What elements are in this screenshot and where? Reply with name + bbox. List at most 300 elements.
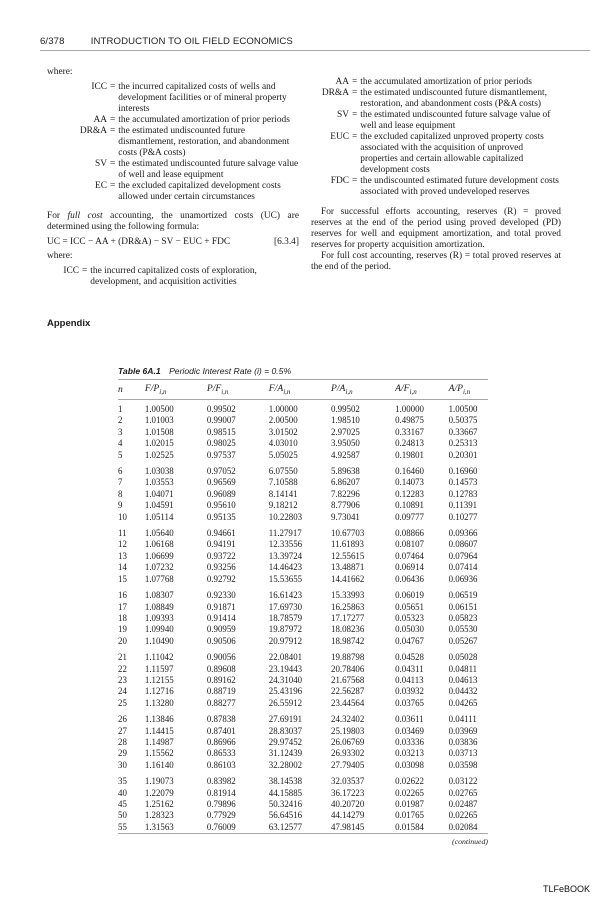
period-cell: 22: [118, 663, 127, 674]
factor-cell: 0.89608: [206, 663, 236, 674]
factor-cell: 0.05651: [395, 601, 424, 612]
factor-cell: 0.90056: [206, 652, 236, 663]
factor-cell: 0.90959: [206, 624, 236, 635]
period-cell: 9: [118, 500, 123, 511]
column-header-main: P/A: [331, 383, 346, 395]
factor-cell: 0.89162: [206, 674, 236, 685]
period-cell: 29: [118, 748, 127, 759]
factor-cell: 31.12439: [268, 748, 303, 759]
factor-cell: 40.20720: [331, 799, 365, 809]
factor-cell: 32.03537: [331, 776, 365, 787]
table-body: [118, 400, 488, 834]
factor-cell: 0.03213: [395, 748, 424, 759]
continued-note: (continued): [452, 837, 488, 847]
table-row: [118, 613, 488, 624]
period-cell: 4: [118, 438, 123, 449]
column-header-main: A/P: [448, 383, 463, 395]
successful-efforts-paragraph: For successful efforts accounting, reserves (R) = proved reserves at the end of the period using proved developed (PD) reserves for well and equipment amortization, and total proved reserves for property acquisition amortization.: [311, 207, 561, 250]
factor-cell: 0.95135: [206, 511, 236, 522]
factor-cell: 6.07550: [268, 466, 298, 477]
column-header-main: n: [118, 384, 123, 395]
table-row: [118, 771, 488, 787]
factor-cell: 0.02265: [448, 810, 478, 821]
definition-term: ICC: [63, 266, 79, 276]
definition-term: DR&A: [321, 88, 349, 98]
factor-cell: 47.98145: [331, 821, 365, 832]
column-header-sub: i,n: [462, 387, 471, 396]
period-cell: 25: [118, 697, 127, 708]
factor-cell: 0.05267: [448, 635, 478, 646]
factor-cell: 1.06168: [144, 539, 174, 550]
factor-cell: 20.97912: [268, 635, 303, 646]
factor-cell: 11.61893: [331, 539, 364, 550]
factor-cell: 0.97537: [206, 449, 236, 460]
period-cell: 50: [118, 810, 127, 821]
definition-term: SV: [337, 110, 349, 120]
factor-cell: 0.05028: [448, 652, 478, 663]
factor-cell: 63.12577: [268, 821, 303, 832]
factor-cell: 0.16460: [395, 466, 424, 477]
period-cell: 14: [118, 562, 127, 573]
factor-cell: 25.19803: [331, 725, 365, 736]
definition-term: FDC: [330, 176, 349, 186]
table-row: [118, 737, 488, 748]
period-cell: 35: [118, 776, 127, 787]
factor-cell: 0.02265: [395, 787, 424, 798]
factor-cell: 0.86103: [206, 759, 236, 770]
definition-aa: [61, 115, 299, 126]
table-row: [118, 562, 488, 573]
factor-cell: 4.03010: [268, 438, 298, 449]
factor-cell: 0.24813: [395, 438, 424, 449]
table-row: [118, 512, 488, 523]
table-row: [118, 799, 488, 810]
table-row: [118, 551, 488, 562]
definition-icc-full-cost: [51, 266, 299, 288]
factor-cell: 0.03765: [395, 697, 424, 708]
factor-cell: 1.12155: [144, 674, 174, 685]
factor-cell: 0.06914: [395, 562, 424, 573]
factor-cell: 1.07232: [144, 562, 174, 573]
factor-cell: 0.33167: [395, 426, 424, 437]
definition-ec: [61, 181, 299, 203]
period-cell: 10: [118, 511, 127, 522]
factor-cell: 1.31563: [144, 821, 174, 832]
factor-cell: 15.53655: [268, 573, 303, 584]
factor-cell: 0.14073: [395, 477, 424, 488]
factor-cell: 0.07414: [448, 562, 478, 573]
factor-cell: 1.09393: [144, 612, 174, 623]
factor-cell: 0.08607: [448, 539, 478, 550]
factor-cell: 0.04528: [395, 652, 424, 663]
column-header: [145, 380, 207, 400]
factor-cell: 18.98742: [331, 635, 365, 646]
factor-cell: 3.01502: [268, 426, 298, 437]
definition-term: DR&A: [79, 126, 107, 136]
factor-cell: 4.92587: [331, 449, 360, 460]
definition-fdc: [311, 176, 561, 198]
table-row: [118, 415, 488, 426]
factor-cell: 50.32416: [268, 799, 303, 809]
equals-sign: =: [352, 176, 358, 186]
table-row: [118, 574, 488, 585]
column-header-sub: i,n: [409, 387, 417, 396]
factor-cell: 36.17223: [331, 787, 365, 798]
factor-cell: 0.03932: [395, 686, 424, 697]
full-cost-paragraph: For full cost accounting, reserves (R) = total proved reserves at the end of the period.: [311, 251, 561, 272]
column-header-sub: i,n: [283, 387, 291, 396]
factor-cell: 0.20301: [448, 449, 478, 460]
equals-sign: =: [110, 126, 116, 136]
factor-cell: 0.06151: [448, 601, 478, 612]
factor-cell: 1.15562: [144, 748, 174, 759]
running-head-title: INTRODUCTION TO OIL FIELD ECONOMICS: [90, 36, 293, 47]
definition-term: EC: [95, 181, 107, 191]
factor-cell: 0.02765: [448, 787, 478, 798]
table-title: Periodic Interest Rate (i) = 0.5%: [169, 366, 292, 376]
factor-cell: 27.69191: [268, 714, 303, 725]
factor-cell: 0.02084: [448, 821, 478, 832]
factor-cell: 13.39724: [268, 550, 303, 561]
factor-cell: 9.73041: [331, 511, 360, 522]
column-header-sub: i,n: [221, 387, 229, 396]
table-row: [118, 748, 488, 759]
factor-cell: 0.16960: [448, 466, 478, 477]
factor-cell: 1.02525: [144, 449, 174, 460]
factor-cell: 0.11391: [448, 500, 478, 511]
definition-desc: the estimated undiscounted future dismantlement, restoration, and abandonment costs (P&A costs): [118, 126, 290, 158]
equals-sign: =: [82, 266, 88, 276]
equals-sign: =: [352, 132, 358, 142]
table-row: [118, 698, 488, 709]
table-row: [118, 624, 488, 635]
definition-desc: the accumulated amortization of prior periods: [360, 77, 532, 87]
factor-cell: 0.04811: [448, 663, 478, 674]
table-row: [118, 709, 488, 725]
factor-cell: 2.97025: [331, 426, 360, 437]
period-cell: 28: [118, 736, 127, 747]
factor-cell: 23.19443: [268, 663, 303, 674]
table-row: [118, 523, 488, 539]
factor-cell: 44.14279: [331, 810, 365, 821]
factor-cell: 0.14573: [448, 477, 478, 488]
factor-cell: 22.56287: [331, 686, 365, 697]
factor-cell: 0.04265: [448, 697, 478, 708]
factor-cell: 1.11597: [144, 663, 174, 674]
definition-term: SV: [95, 159, 107, 169]
factor-cell: 0.92792: [206, 573, 236, 584]
factor-cell: 1.03553: [144, 477, 174, 488]
factor-cell: 0.04113: [395, 674, 424, 685]
factor-cell: 0.04767: [395, 635, 424, 646]
interest-factor-table: [118, 379, 488, 834]
factor-cell: 0.03469: [395, 725, 424, 736]
table-row: [118, 636, 488, 647]
factor-cell: 0.03122: [448, 776, 478, 787]
factor-cell: 1.14987: [144, 736, 174, 747]
factor-cell: 0.87401: [206, 725, 236, 736]
column-header: [331, 380, 395, 400]
period-cell: 15: [118, 573, 127, 584]
definition-desc: the excluded capitalized development costs allowed under certain circumstances: [118, 181, 281, 202]
table-row: [118, 647, 488, 663]
definitions-list-right: [311, 77, 561, 198]
definition-desc: the accumulated amortization of prior periods: [118, 115, 290, 125]
factor-cell: 0.03836: [448, 736, 478, 747]
factor-cell: 0.99502: [331, 404, 360, 414]
where-label-2: where:: [47, 251, 73, 261]
period-cell: 2: [118, 415, 123, 426]
factor-cell: 12.33556: [268, 539, 303, 550]
factor-cell: 19.87972: [268, 624, 303, 635]
period-cell: 6: [118, 466, 123, 477]
period-cell: 1: [118, 404, 123, 414]
period-cell: 16: [118, 590, 127, 601]
table-row: [118, 400, 488, 416]
factor-cell: 0.02487: [448, 799, 478, 809]
period-cell: 24: [118, 686, 127, 697]
definition-term: AA: [335, 77, 349, 87]
factor-cell: 0.01584: [395, 821, 424, 832]
table-row: [118, 438, 488, 449]
table-row: [118, 760, 488, 771]
definition-desc: the estimated undiscounted future salvage value of well and lease equipment: [360, 110, 551, 131]
table-row: [118, 427, 488, 438]
text-run: For: [47, 211, 68, 221]
factor-cell: 0.06519: [448, 590, 478, 601]
factor-cell: 0.06436: [395, 573, 424, 584]
factor-cell: 0.97052: [206, 466, 236, 477]
factor-cell: 2.00500: [268, 415, 298, 426]
table-row: [118, 664, 488, 675]
period-cell: 11: [118, 528, 127, 539]
factor-cell: 29.97452: [268, 736, 303, 747]
text-run: accounting, the unamortized costs (UC) are determined using the following formula:: [47, 211, 299, 232]
appendix-heading: Appendix: [47, 318, 91, 329]
column-header-sub: i,n: [345, 387, 353, 396]
period-cell: 55: [118, 821, 127, 832]
period-cell: 7: [118, 477, 123, 488]
factor-cell: 14.41662: [331, 573, 365, 584]
factor-cell: 0.96089: [206, 488, 236, 499]
table-caption: [118, 366, 488, 376]
factor-cell: 24.31040: [268, 674, 303, 685]
running-head: [40, 36, 590, 51]
factor-cell: 0.05823: [448, 612, 478, 623]
factor-cell: 0.79896: [206, 799, 236, 809]
factor-cell: 38.14538: [268, 776, 303, 787]
factor-cell: 0.25313: [448, 438, 478, 449]
right-column: [311, 77, 561, 273]
factor-cell: 1.25162: [144, 799, 174, 809]
period-cell: 26: [118, 714, 127, 725]
factor-cell: 0.07464: [395, 550, 424, 561]
factor-cell: 0.05030: [395, 624, 424, 635]
factor-cell: 25.43196: [268, 686, 303, 697]
factor-cell: 1.08307: [144, 590, 174, 601]
factor-cell: 1.03038: [144, 466, 174, 477]
factor-cell: 0.94661: [206, 528, 236, 539]
column-header: [118, 380, 145, 400]
factor-cell: 1.01508: [144, 426, 174, 437]
factor-cell: 18.08236: [331, 624, 365, 635]
factor-cell: 0.09777: [395, 511, 424, 522]
period-cell: 23: [118, 674, 127, 685]
definition-sv: [61, 159, 299, 181]
factor-cell: 1.16140: [144, 759, 174, 770]
table-number: Table 6A.1: [118, 366, 161, 376]
factor-cell: 1.11042: [144, 652, 174, 663]
column-header-main: F/A: [268, 383, 284, 395]
factor-cell: 0.03598: [448, 759, 478, 770]
factor-cell: 0.05323: [395, 612, 424, 623]
column-header-main: A/F: [395, 383, 410, 395]
factor-cell: 0.92330: [206, 590, 236, 601]
definition-euc: [311, 132, 561, 176]
factor-cell: 0.96569: [206, 477, 236, 488]
factor-cell: 0.03336: [395, 736, 424, 747]
table-row: [118, 461, 488, 477]
table-row: [118, 822, 488, 834]
factor-cell: 1.12716: [144, 686, 174, 697]
factor-cell: 0.99007: [206, 415, 236, 426]
factor-cell: 0.08107: [395, 539, 424, 550]
definition-dra: [311, 88, 561, 110]
definition-term: EUC: [330, 132, 349, 142]
factor-cell: 22.08401: [268, 652, 303, 663]
factor-cell: 28.83037: [268, 725, 303, 736]
definition-aa: [311, 77, 561, 88]
formula-number: [6.3.4]: [274, 237, 299, 247]
factor-cell: 0.09366: [448, 528, 478, 539]
factor-cell: 1.10490: [144, 635, 174, 646]
factor-cell: 9.18212: [268, 500, 298, 511]
equals-sign: =: [110, 82, 116, 92]
factor-cell: 1.22079: [144, 787, 174, 798]
period-cell: 18: [118, 612, 127, 623]
definition-sv: [311, 110, 561, 132]
period-cell: 19: [118, 624, 127, 635]
factor-cell: 1.06699: [144, 550, 174, 561]
period-cell: 5: [118, 449, 123, 460]
factor-cell: 1.08849: [144, 601, 174, 612]
period-cell: 13: [118, 550, 127, 561]
factor-cell: 0.07964: [448, 550, 478, 561]
factor-cell: 1.01003: [144, 415, 174, 426]
factor-cell: 14.46423: [268, 562, 303, 573]
factor-cell: 0.99502: [206, 404, 236, 414]
factor-cell: 5.89638: [331, 466, 360, 477]
factor-cell: 0.06019: [395, 590, 424, 601]
factor-cell: 24.32402: [331, 714, 365, 725]
factor-cell: 18.78579: [268, 612, 303, 623]
definition-desc: the excluded capitalized unproved property costs associated with the acquisition of unproved properties and certain allowable capitalized development costs: [360, 132, 544, 175]
full-cost-intro: [47, 211, 299, 233]
factor-cell: 1.98510: [331, 415, 360, 426]
definition-term: AA: [93, 115, 107, 125]
table-row: [118, 686, 488, 697]
table-row: [118, 602, 488, 613]
factor-cell: 0.87838: [206, 714, 236, 725]
factor-cell: 0.98025: [206, 438, 236, 449]
formula-6-3-4: [47, 237, 299, 248]
factor-cell: 0.12783: [448, 488, 478, 499]
factor-cell: 23.44564: [331, 697, 365, 708]
definitions-list-2: [47, 266, 299, 288]
factor-cell: 0.86533: [206, 748, 236, 759]
factor-cell: 11.27917: [268, 528, 302, 539]
factor-cell: 0.83982: [206, 776, 236, 787]
factor-cell: 16.25863: [331, 601, 365, 612]
column-header: [449, 380, 488, 400]
factor-cell: 0.76009: [206, 821, 236, 832]
factor-cell: 32.28002: [268, 759, 303, 770]
factor-cell: 21.67568: [331, 674, 365, 685]
page-number: 6/378: [40, 36, 65, 47]
column-header: [269, 380, 331, 400]
factor-cell: 1.00000: [395, 404, 424, 414]
table-row: [118, 539, 488, 550]
equals-sign: =: [352, 77, 358, 87]
equals-sign: =: [352, 110, 358, 120]
factor-cell: 0.94191: [206, 539, 236, 550]
factor-cell: 0.04613: [448, 674, 478, 685]
factor-cell: 20.78406: [331, 663, 365, 674]
factor-cell: 1.09940: [144, 624, 174, 635]
factor-cell: 0.10277: [448, 511, 478, 522]
factor-cell: 1.00500: [144, 404, 174, 414]
factor-cell: 1.04071: [144, 488, 174, 499]
table-row: [118, 788, 488, 799]
factor-cell: 1.14415: [144, 725, 174, 736]
table-row: [118, 585, 488, 601]
factor-cell: 0.86966: [206, 736, 236, 747]
factor-cell: 0.05530: [448, 624, 478, 635]
column-header-main: F/P: [144, 383, 160, 395]
factor-cell: 1.07768: [144, 573, 174, 584]
column-header-main: P/F: [206, 383, 222, 395]
definition-term: ICC: [91, 82, 107, 92]
factor-cell: 0.33667: [448, 426, 478, 437]
factor-cell: 0.03098: [395, 759, 424, 770]
left-column: [47, 67, 299, 288]
table-row: [118, 675, 488, 686]
equals-sign: =: [110, 159, 116, 169]
factor-cell: 1.00000: [268, 404, 298, 414]
definition-desc: the incurred capitalized costs of wells and development facilities or of mineral property interests: [118, 82, 287, 114]
period-cell: 17: [118, 601, 127, 612]
period-cell: 40: [118, 787, 127, 798]
factor-cell: 0.01765: [395, 810, 424, 821]
factor-cell: 56.64516: [268, 810, 303, 821]
table-row: [118, 489, 488, 500]
factor-cell: 0.08866: [395, 528, 424, 539]
factor-cell: 0.04432: [448, 686, 478, 697]
definition-desc: the estimated undiscounted future dismantlement, restoration, and abandonment costs (P&A costs): [360, 88, 547, 109]
factor-cell: 0.91414: [206, 612, 236, 623]
period-cell: 30: [118, 759, 127, 770]
factor-cell: 0.10891: [395, 500, 424, 511]
definition-desc: the undiscounted estimated future development costs associated with proved undeveloped reserves: [360, 176, 559, 197]
factor-cell: 1.02015: [144, 438, 174, 449]
watermark: TLFeBOOK: [542, 884, 590, 894]
factor-cell: 0.90506: [206, 635, 236, 646]
factor-cell: 0.02622: [395, 776, 424, 787]
factor-cell: 12.55615: [331, 550, 365, 561]
table-row: [118, 500, 488, 511]
factor-cell: 8.14141: [268, 488, 298, 499]
column-header-sub: i,n: [159, 387, 167, 396]
